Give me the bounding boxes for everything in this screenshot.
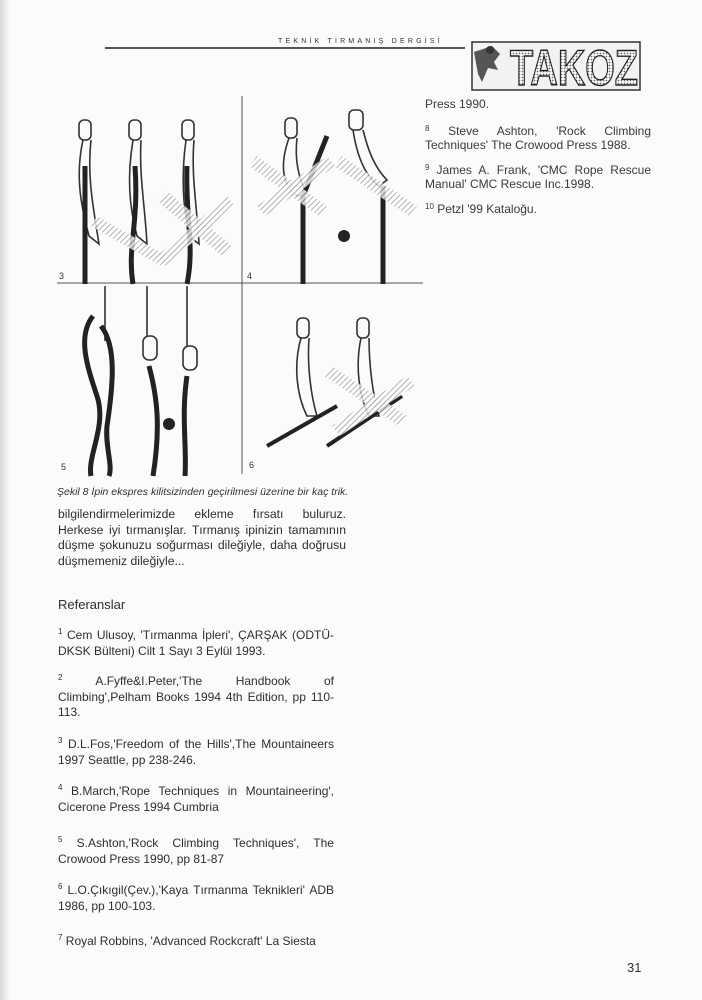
reference-5: $^5$ S.Ashton,'Rock Climbing Techniques', The Crowood Press 1990, pp 81-87 (58, 835, 334, 866)
references-heading: Referanslar (58, 597, 126, 612)
panel-3-drawing (59, 120, 235, 284)
reference-continuation: Press 1990. (425, 97, 490, 111)
panel-label-5: 5 (61, 462, 67, 472)
reference-4: $^4$ B.March,'Rope Techniques in Mountaineering', Cicerone Press 1994 Cumbria (58, 783, 334, 814)
panel-4-drawing (247, 110, 417, 284)
reference-10: $^{10}$ Petzl '99 Kataloğu. (425, 202, 537, 216)
magazine-caption: TEKNİK TIRMANIŞ DERGİSİ (278, 38, 443, 45)
reference-7: $^7$ Royal Robbins, 'Advanced Rockcraft' La Siesta (58, 933, 316, 948)
body-paragraph: bilgilendirmelerimizde ekleme fırsatı buluruz. Herkese iyi tırmanışlar. Tırmanış ipinizin tamamının düşme şokunuzu soğurması dileğiyle, daha doğrusu düşmemeniz dileğiyle... (58, 507, 346, 568)
panel-label-6: 6 (249, 460, 255, 470)
page-number: 31 (627, 960, 642, 975)
panel-label-3: 3 (59, 271, 65, 281)
header-rule (105, 47, 465, 49)
reference-6: $^6$ L.O.Çıkıgil(Çev.),'Kaya Tırmanma Teknikleri' ADB 1986, pp 100-103. (58, 882, 334, 913)
takoz-logo (470, 40, 642, 96)
reference-2: $^2$ A.Fyffe&I.Peter,'The Handbook of Climbing',Pelham Books 1994 4th Edition, pp 110-113. (58, 673, 334, 719)
svg-text:TAKOZ: TAKOZ (510, 40, 638, 96)
panel-label-4: 4 (247, 271, 253, 281)
figure-caption: Şekil 8 İpin ekspres kilitsizinden geçirilmesi üzerine bir kaç trik. (57, 486, 349, 498)
figure-carabiner-tricks (57, 96, 423, 480)
reference-9: $^9$ James A. Frank, 'CMC Rope Rescue Manual' CMC Rescue Inc.1998. (425, 163, 651, 191)
reference-8: $^8$ Steve Ashton, 'Rock Climbing Techniques' The Crowood Press 1988. (425, 124, 652, 152)
panel-6-drawing (249, 318, 415, 470)
panel-5-drawing (61, 286, 197, 476)
scan-edge-shadow (0, 0, 10, 1000)
reference-1: $^1$ Cem Ulusoy, 'Tırmanma İpleri', ÇARŞAK (ODTÜ-DKSK Bülteni) Cilt 1 Sayı 3 Eylül 1993. (58, 627, 334, 658)
reference-3: $^3$ D.L.Fos,'Freedom of the Hills',The Mountaineers 1997 Seattle, pp 238-246. (58, 736, 334, 767)
